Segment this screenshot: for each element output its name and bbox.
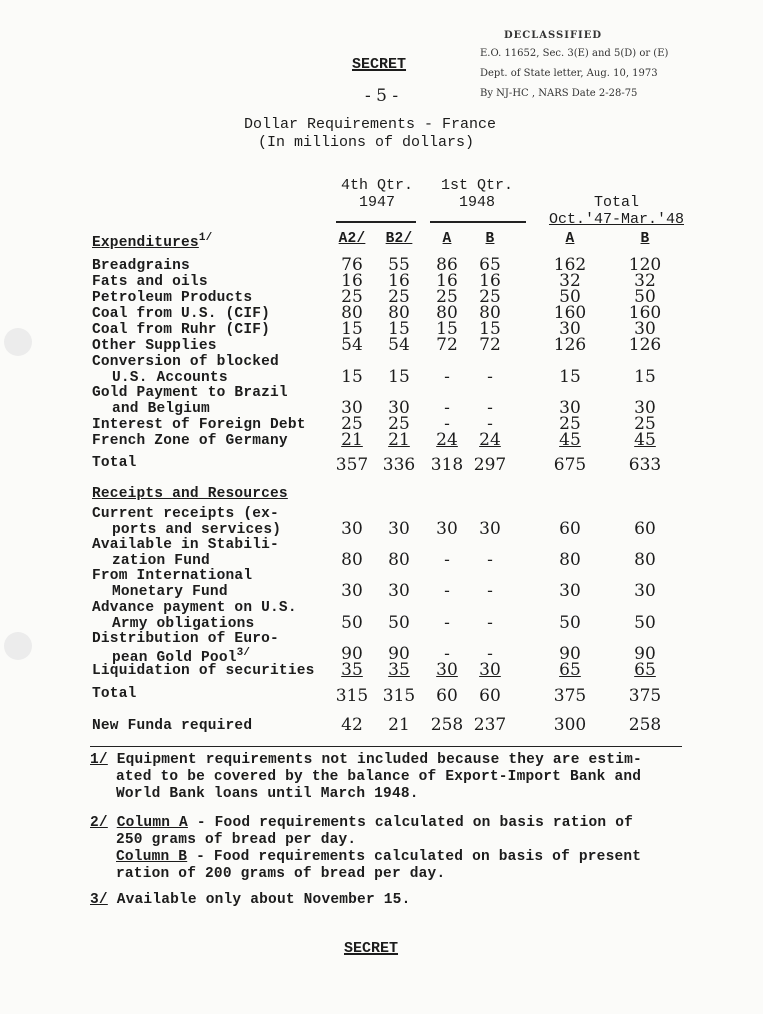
footnote-2-col-b-text: - Food requirements calculated on basis of present [187,849,642,865]
row-label-continued [112,401,210,417]
expenditures-heading-text: Expenditures [92,234,199,251]
table-cell: 32 [559,271,581,291]
column-letter [472,231,508,247]
table-cell: 318 [430,455,464,475]
table-cell: 54 [388,335,410,355]
table-cell: 50 [559,613,581,633]
table-cell: 30 [341,519,363,539]
footnote-1 [90,752,642,803]
column-letter [627,231,663,247]
table-cell: 25 [341,414,363,434]
col-group-q1-line1: 1st Qtr. [440,177,513,194]
table-cell: 21 [388,430,410,450]
table-cell: 86 [436,255,458,275]
table-cell: 258 [430,715,464,735]
table-cell: 30 [388,581,410,601]
table-cell: 25 [388,287,410,307]
row-label-continued-text: U.S. Accounts [112,370,228,386]
row-label-continued-text: pean Gold Pool [112,649,237,666]
table-cell: 35 [341,660,363,680]
col-group-total-line2: Oct.'47-Mar.'48 [548,211,685,228]
page-number: - 5 - [365,86,399,106]
row-label-continued [112,553,210,569]
row-label: Gold Payment to Brazil [92,385,288,401]
column-letter [381,231,417,247]
row-label-continued-text: Army obligations [112,616,255,632]
table-cell: 15 [388,367,410,387]
total-label: Total [92,686,137,702]
row-label-continued-text: Monetary Fund [112,584,228,600]
stamp-line-3: By NJ-HC , NARS Date 2-28-75 [480,88,638,99]
table-cell: 126 [628,335,662,355]
table-cell: - [487,367,493,387]
table-cell: - [444,613,450,633]
table-cell: 45 [634,430,656,450]
document-title: Dollar Requirements - France [244,116,497,133]
table-cell: - [487,613,493,633]
table-cell: 25 [341,287,363,307]
table-cell: 80 [559,550,581,570]
table-cell: 300 [553,715,587,735]
table-cell: 25 [436,287,458,307]
table-cell: 315 [382,686,416,706]
table-cell: 30 [479,519,501,539]
footnote-2-col-a-text2: 250 grams of bread per day. [116,832,357,848]
row-label: Current receipts (ex- [92,506,279,522]
column-letter-text: A [565,231,575,247]
table-cell: 65 [479,255,501,275]
classification-footer: SECRET [344,940,399,957]
row-label: Breadgrains [92,258,190,274]
table-cell: 30 [341,581,363,601]
table-cell: - [444,367,450,387]
row-label: Advance payment on U.S. [92,600,297,616]
footnote-1-line1: Equipment requirements not included because they are estim- [116,752,642,768]
footnote-2-col-b-label: Column B [116,849,188,865]
table-cell: 160 [553,303,587,323]
table-cell: 80 [479,303,501,323]
table-cell: 50 [634,613,656,633]
col-group-q1-line2: 1948 [458,194,495,211]
table-cell: 30 [634,319,656,339]
footnote-3-text: Available only about November 15. [116,892,411,908]
row-label-continued [112,616,254,632]
table-cell: - [487,644,493,664]
row-label: Conversion of blocked [92,354,279,370]
receipts-heading: Receipts and Resources [92,486,288,502]
row-label: Coal from U.S. (CIF) [92,306,271,322]
table-cell: 90 [634,644,656,664]
row-label-continued-text: ports and services) [112,522,282,538]
row-label: Fats and oils [92,274,208,290]
table-cell: 120 [628,255,662,275]
table-cell: 237 [473,715,507,735]
table-cell: 54 [341,335,363,355]
table-cell: 90 [559,644,581,664]
table-cell: 16 [479,271,501,291]
footnote-3-mark: 3/ [90,892,108,908]
table-cell: 297 [473,455,507,475]
table-cell: 45 [559,430,581,450]
table-cell: 16 [388,271,410,291]
column-letter-text: B [640,231,650,247]
table-cell: 50 [388,613,410,633]
table-cell: 76 [341,255,363,275]
punch-hole [4,632,32,660]
column-letter-text: A2/ [338,231,366,247]
column-letter-text: A [442,231,452,247]
table-cell: 50 [341,613,363,633]
row-label: Coal from Ruhr (CIF) [92,322,271,338]
row-label-continued [112,370,228,386]
table-cell: - [444,550,450,570]
row-label-continued [112,584,228,600]
col-group-total-line1: Total [593,194,639,211]
footnote-2 [90,815,641,883]
table-cell: 25 [388,414,410,434]
table-cell: 32 [634,271,656,291]
table-cell: 80 [388,550,410,570]
table-cell: 80 [341,550,363,570]
table-cell: 25 [479,287,501,307]
table-cell: 15 [479,319,501,339]
table-cell: 30 [436,660,458,680]
col-group-q4-line1: 4th Qtr. [341,177,414,194]
table-cell: 80 [341,303,363,323]
table-cell: - [444,644,450,664]
footnote-1-mark: 1/ [90,752,108,768]
table-cell: 60 [436,686,458,706]
table-cell: 25 [559,414,581,434]
table-cell: 16 [341,271,363,291]
row-label: French Zone of Germany [92,433,288,449]
table-cell: - [487,414,493,434]
table-cell: 15 [634,367,656,387]
column-letter-text: B [485,231,495,247]
table-cell: 30 [634,581,656,601]
table-cell: 375 [553,686,587,706]
table-cell: 16 [436,271,458,291]
table-cell: 30 [634,398,656,418]
table-cell: 30 [559,319,581,339]
table-cell: 25 [634,414,656,434]
table-cell: 315 [335,686,369,706]
table-cell: 60 [634,519,656,539]
expenditures-heading [92,232,212,251]
classification-header: SECRET [352,56,407,73]
punch-hole [4,328,32,356]
table-cell: 42 [341,715,363,735]
col-group-rule [430,221,526,223]
col-group-q4-line2: 1947 [358,194,395,211]
col-group-total [544,194,689,228]
footnote-1-line2: ated to be covered by the balance of Export-Import Bank and [116,769,642,785]
stamp-line-2: Dept. of State letter, Aug. 10, 1973 [480,68,658,79]
table-cell: 15 [388,319,410,339]
table-cell: 24 [479,430,501,450]
row-label: Petroleum Products [92,290,253,306]
table-cell: 50 [634,287,656,307]
table-cell: - [487,581,493,601]
table-cell: 162 [553,255,587,275]
table-cell: 633 [628,455,662,475]
table-cell: 258 [628,715,662,735]
table-cell: 72 [436,335,458,355]
table-cell: 21 [388,715,410,735]
table-cell: 30 [341,398,363,418]
document-subtitle: (In millions of dollars) [258,134,475,151]
table-cell: 90 [388,644,410,664]
footnote-3 [90,892,410,908]
table-cell: 60 [479,686,501,706]
new-funds-label: New Funda required [92,718,253,734]
column-letter [334,231,370,247]
table-cell: 30 [479,660,501,680]
table-cell: 80 [634,550,656,570]
table-cell: 65 [559,660,581,680]
row-label: Distribution of Euro- [92,631,279,647]
row-label: Other Supplies [92,338,217,354]
stamp-title: DECLASSIFIED [504,30,603,41]
table-cell: 30 [559,581,581,601]
table-cell: 126 [553,335,587,355]
table-cell: 50 [559,287,581,307]
row-label: Interest of Foreign Debt [92,417,306,433]
declassification-stamp [480,30,668,99]
table-cell: 30 [436,519,458,539]
table-cell: 15 [559,367,581,387]
column-letter [429,231,465,247]
table-cell: 24 [436,430,458,450]
table-cell: 336 [382,455,416,475]
stamp-line-1: E.O. 11652, Sec. 3(E) and 5(D) or (E) [480,48,669,59]
row-label: Available in Stabili- [92,537,279,553]
table-cell: 30 [559,398,581,418]
table-cell: 21 [341,430,363,450]
footnote-ref-1: 1/ [198,232,213,244]
table-cell: - [444,414,450,434]
table-cell: - [487,550,493,570]
table-cell: 72 [479,335,501,355]
footnote-2-mark: 2/ [90,815,108,831]
table-cell: 15 [341,319,363,339]
table-cell: 675 [553,455,587,475]
footnote-2-col-a-text: - Food requirements calculated on basis ration of [187,815,634,831]
footnote-2-col-b-text2: ration of 200 grams of bread per day. [116,866,446,882]
row-label: From International [92,568,253,584]
table-cell: 15 [436,319,458,339]
table-cell: - [444,398,450,418]
table-cell: 60 [559,519,581,539]
col-group-q4-1947 [341,177,413,211]
table-cell: 357 [335,455,369,475]
table-cell: 65 [634,660,656,680]
table-cell: 30 [388,519,410,539]
table-cell: 160 [628,303,662,323]
column-letter-text: B2/ [385,231,413,247]
footnote-2-col-a-label: Column A [116,815,188,831]
footnote-ref-3: 3/ [236,647,251,659]
footnote-1-line3: World Bank loans until March 1948. [116,786,419,802]
row-label-continued-text: zation Fund [112,553,210,569]
footnote-rule [90,746,682,747]
row-label-continued-text: and Belgium [112,401,210,417]
col-group-q1-1948 [436,177,518,211]
table-cell: 35 [388,660,410,680]
col-group-rule [336,221,416,223]
row-label-continued [112,522,281,538]
table-cell: 15 [341,367,363,387]
table-cell: 90 [341,644,363,664]
total-label: Total [92,455,137,471]
table-cell: 375 [628,686,662,706]
table-cell: - [444,581,450,601]
table-cell: 55 [388,255,410,275]
row-label: Liquidation of securities [92,663,315,679]
table-cell: 30 [388,398,410,418]
table-cell: - [487,398,493,418]
column-letter [552,231,588,247]
table-cell: 80 [436,303,458,323]
table-cell: 80 [388,303,410,323]
